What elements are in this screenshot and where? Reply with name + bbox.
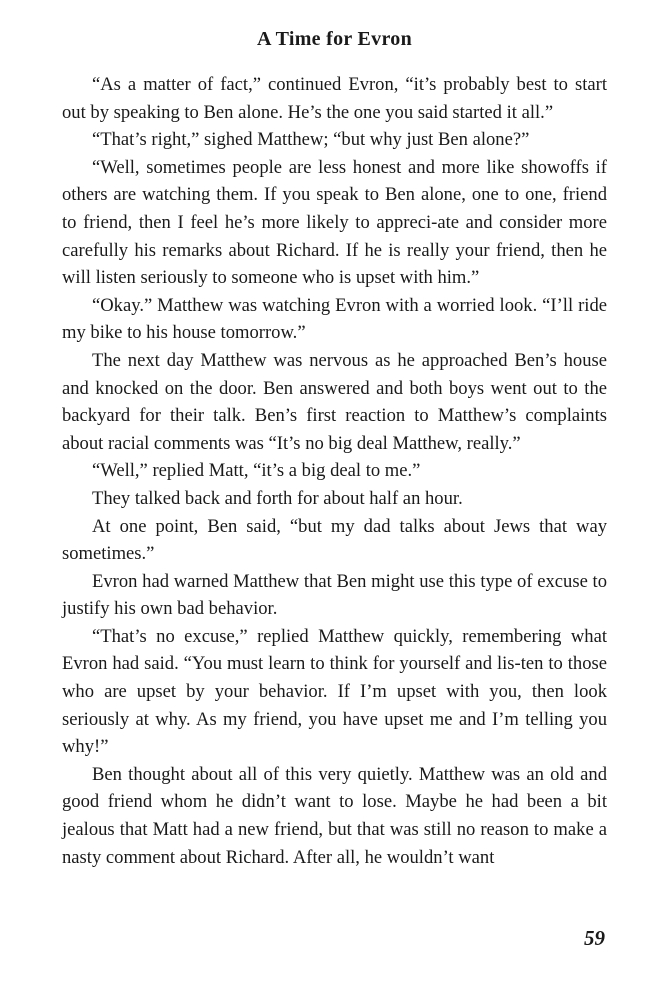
paragraph: “Okay.” Matthew was watching Evron with a worried look. “I’ll ride my bike to his house tomorrow.” <box>62 294 607 344</box>
paragraph: “Well,” replied Matt, “it’s a big deal to me.” <box>92 460 421 482</box>
paragraph: “As a matter of fact,” continued Evron, “it’s probably best to start out by speaking to Ben alone. He’s the one you said started it all.” <box>62 74 607 123</box>
paragraph: Ben thought about all of this very quietly. Matthew was an old and good friend whom he didn’t want to lose. Maybe he had been a bit jealous that Matt had a new friend, but that was still no reason to make a nasty comment about Richard. After all, he wouldn’t want <box>62 763 607 868</box>
page-number: 59 <box>584 926 605 950</box>
paragraph: Evron had warned Matthew that Ben might use this type of excuse to justify his own bad behavior. <box>62 570 607 620</box>
paragraph: “That’s no excuse,” replied Matthew quickly, remembering what Evron had said. “You must learn to think for yourself and lis-ten to those who are upset by your behavior. If I’m upset with you, then look seriously at why. As my friend, you have upset me and I’m telling you why!” <box>62 625 607 758</box>
running-head-title: A Time for Evron <box>256 28 412 50</box>
book-page <box>62 0 607 1000</box>
paragraph: “That’s right,” sighed Matthew; “but why just Ben alone?” <box>92 129 530 151</box>
paragraph: At one point, Ben said, “but my dad talks about Jews that way sometimes.” <box>62 515 607 565</box>
body-text <box>62 71 607 871</box>
paragraph: The next day Matthew was nervous as he approached Ben’s house and knocked on the door. Ben answered and both boys went out to the backyard for their talk. Ben’s first reaction to Matthew’s complaints about racial comments was “It’s no big deal Matthew, really.” <box>62 349 607 454</box>
paragraph: “Well, sometimes people are less honest and more like showoffs if others are watching them. If you speak to Ben alone, one to one, friend to friend, then I feel he’s more likely to appreci-ate and consider more carefully his remarks about Richard. If he is really your friend, then he will listen seriously to someone who is upset with him.” <box>62 156 607 289</box>
paragraph: They talked back and forth for about half an hour. <box>92 487 463 509</box>
